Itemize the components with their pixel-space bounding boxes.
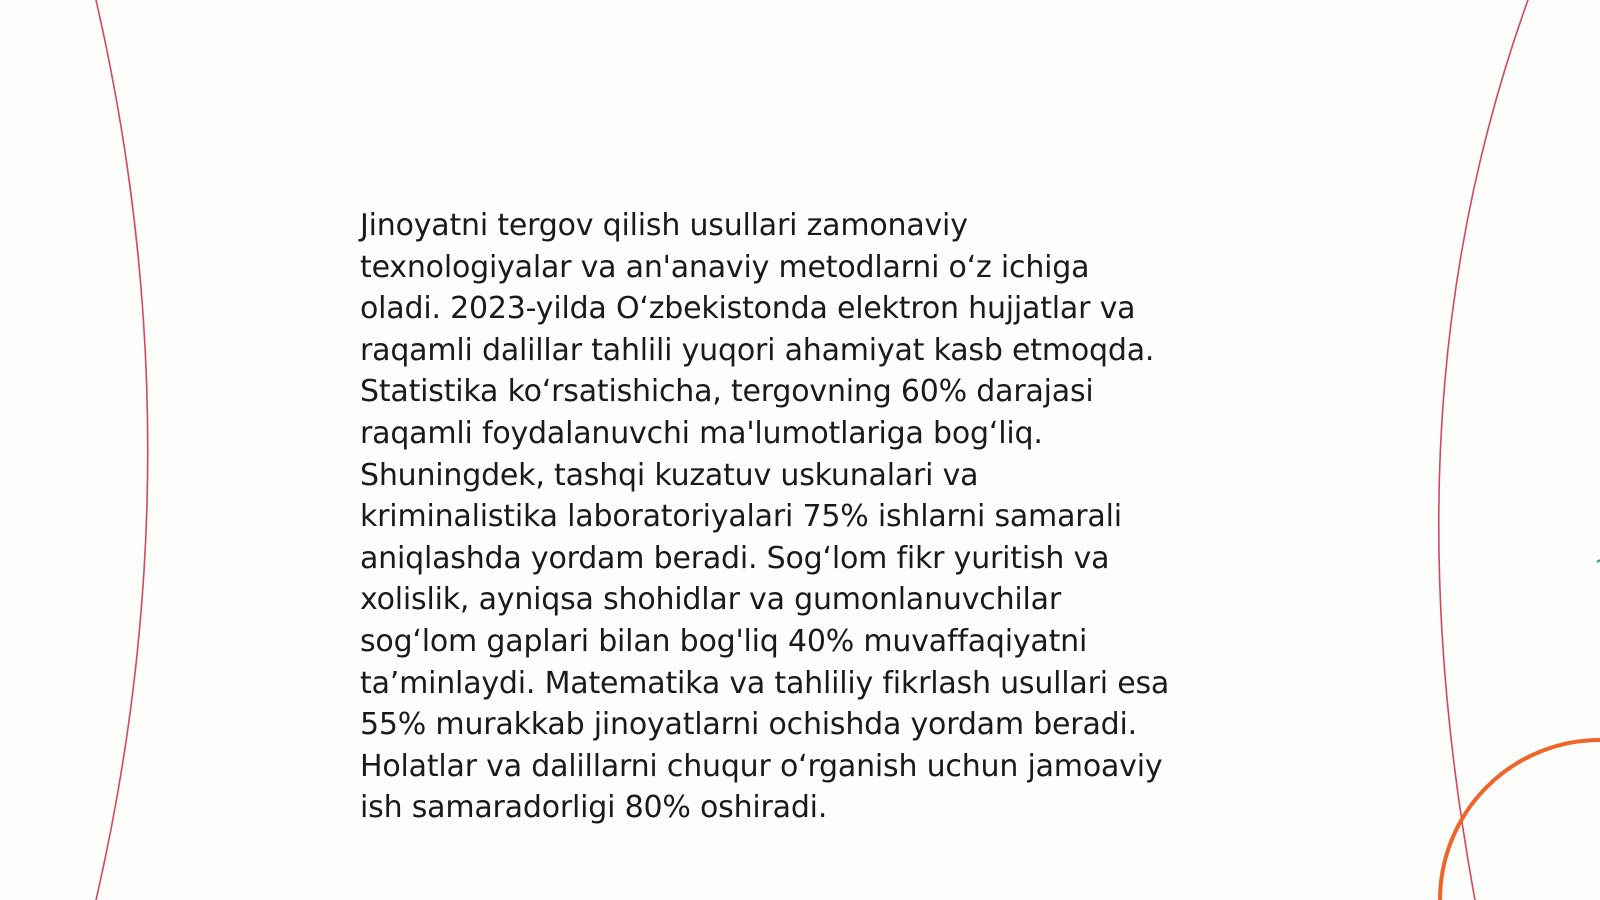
paragraph-line: oladi. 2023-yilda Oʻzbekistonda elektron hujjatlar va (360, 291, 1136, 327)
body-paragraph (360, 205, 1260, 829)
paragraph-line: raqamli foydalanuvchi ma'lumotlariga bogʻliq. (360, 415, 1043, 451)
accent-circle (1440, 740, 1600, 900)
paragraph-line: Holatlar va dalillarni chuqur oʻrganish uchun jamoaviy (360, 748, 1163, 784)
paragraph-line: 55% murakkab jinoyatlarni ochishda yordam beradi. (360, 707, 1137, 743)
paragraph-line: kriminalistika laboratoriyalari 75% ishlarni samarali (360, 499, 1122, 535)
paragraph-line: taʼminlaydi. Matematika va tahliliy fikrlash usullari esa (360, 665, 1170, 701)
paragraph-line: Shuningdek, tashqi kuzatuv uskunalari va (360, 457, 979, 493)
paragraph-line: Jinoyatni tergov qilish usullari zamonaviy (360, 208, 968, 243)
paragraph-line: Statistika koʻrsatishicha, tergovning 60% darajasi (360, 374, 1094, 410)
paragraph-line: sogʻlom gaplari bilan bog'liq 40% muvaffaqiyatni (360, 623, 1088, 659)
paragraph-line: ish samaradorligi 80% oshiradi. (360, 790, 828, 826)
paragraph-line: texnologiyalar va an'anaviy metodlarni oʻz ichiga (360, 249, 1090, 285)
left-arc (96, 0, 148, 900)
paragraph-line: raqamli dalillar tahlili yuqori ahamiyat kasb etmoqda. (360, 332, 1155, 368)
paragraph-line: xolislik, ayniqsa shohidlar va gumonlanuvchilar (360, 582, 1061, 618)
paragraph-line: aniqlashda yordam beradi. Sogʻlom fikr yuritish va (360, 540, 1110, 576)
